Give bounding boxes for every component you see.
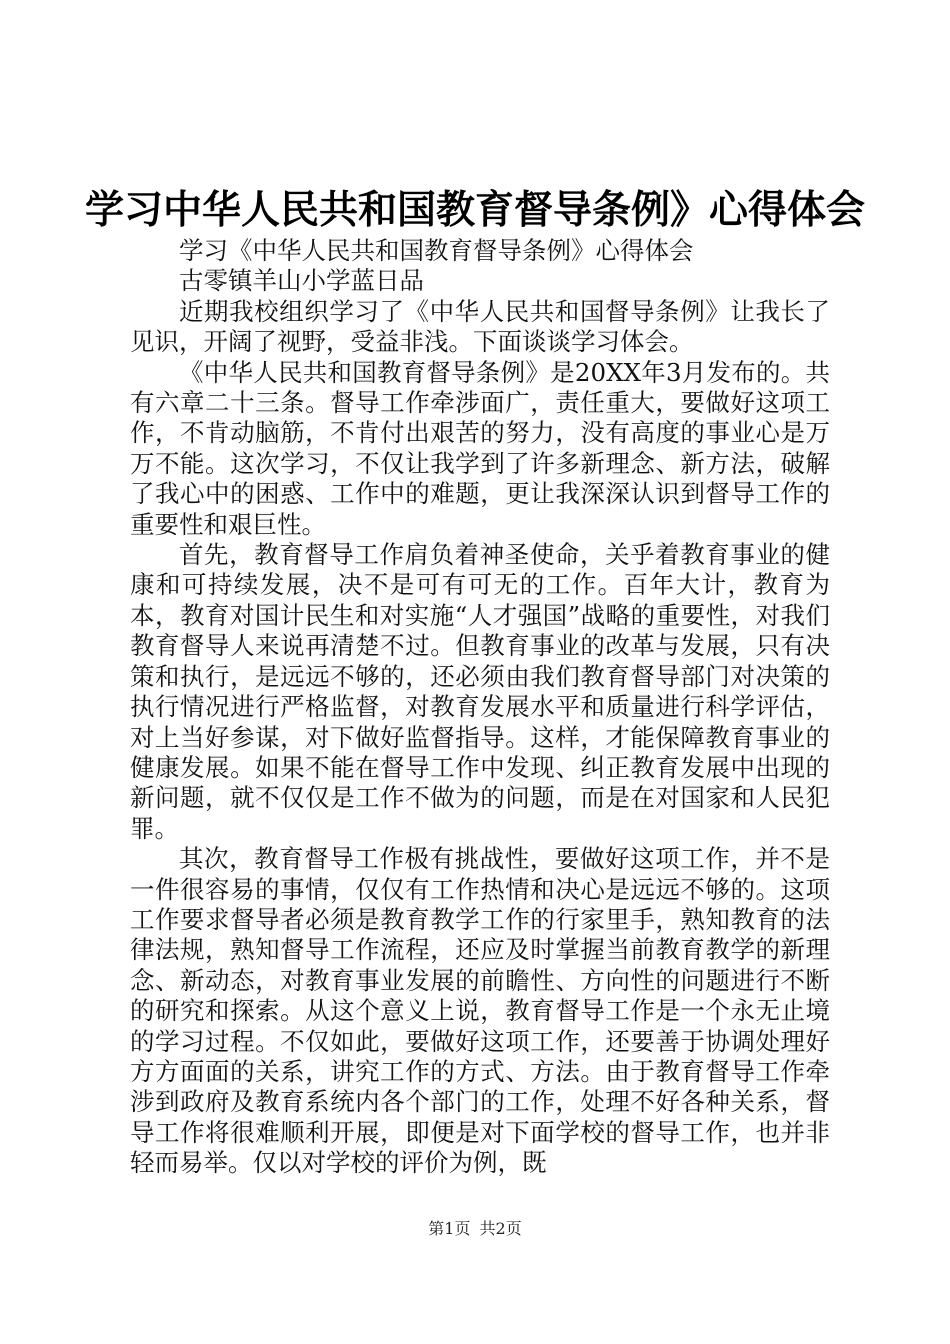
- document-title: 学习中华人民共和国教育督导条例》心得体会: [84, 187, 865, 233]
- page-number: 第1页: [428, 1219, 471, 1238]
- page-footer: [0, 1218, 950, 1240]
- paragraph-first: 首先，教育督导工作肩负着神圣使命，关乎着教育事业的健康和可持续发展，决不是可有可无的工作。百年大计，教育为本，教育对国计民生和对实施“人才强国”战略的重要性，对我们教育督导人来说再清楚不过。但教育事业的改革与发展，只有决策和执行，是远远不够的，还必须由我们教育督导部门对决策的执行情况进行严格监督，对教育发展水平和质量进行科学评估，对上当好参谋，对下做好监督指导。这样，才能保障教育事业的健康发展。如果不能在督导工作中发现、纠正教育发展中出现的新问题，就不仅仅是工作不做为的问题，而是在对国家和人民犯罪。: [130, 540, 830, 843]
- paragraph-author: 古零镇羊山小学蓝日品: [179, 266, 424, 296]
- page-total: 共2页: [479, 1219, 522, 1238]
- paragraph-intro: 近期我校组织学习了《中华人民共和国督导条例》让我长了见识，开阔了视野，受益非浅。下面谈谈学习体会。: [130, 296, 830, 357]
- paragraph-subtitle: 学习《中华人民共和国教育督导条例》心得体会: [179, 236, 694, 265]
- paragraph-second: 其次，教育督导工作极有挑战性，要做好这项工作，并不是一件很容易的事情，仅仅有工作热情和决心是远远不够的。这项工作要求督导者必须是教育教学工作的行家里手，熟知教育的法律法规，熟知督导工作流程，还应及时掌握当前教育教学的新理念、新动态，对教育事业发展的前瞻性、方向性的问题进行不断的研究和探索。从这个意义上说，教育督导工作是一个永无止境的学习过程。不仅如此，要做好这项工作，还要善于协调处理好方方面面的关系，讲究工作的方式、方法。由于教育督导工作牵涉到政府及教育系统内各个部门的工作，处理不好各种关系，督导工作将很难顺利开展，即便是对下面学校的督导工作，也并非轻而易举。仅以对学校的评价为例，既: [130, 844, 830, 1178]
- document-body: [130, 236, 830, 1179]
- paragraph-regulation: 《中华人民共和国教育督导条例》是20XX年3月发布的。共有六章二十三条。督导工作牵涉面广，责任重大，要做好这项工作，不肯动脑筋，不肯付出艰苦的努力，没有高度的事业心是万万不能。这次学习，不仅让我学到了许多新理念、新方法，破解了我心中的困惑、工作中的难题，更让我深深认识到督导工作的重要性和艰巨性。: [130, 357, 830, 539]
